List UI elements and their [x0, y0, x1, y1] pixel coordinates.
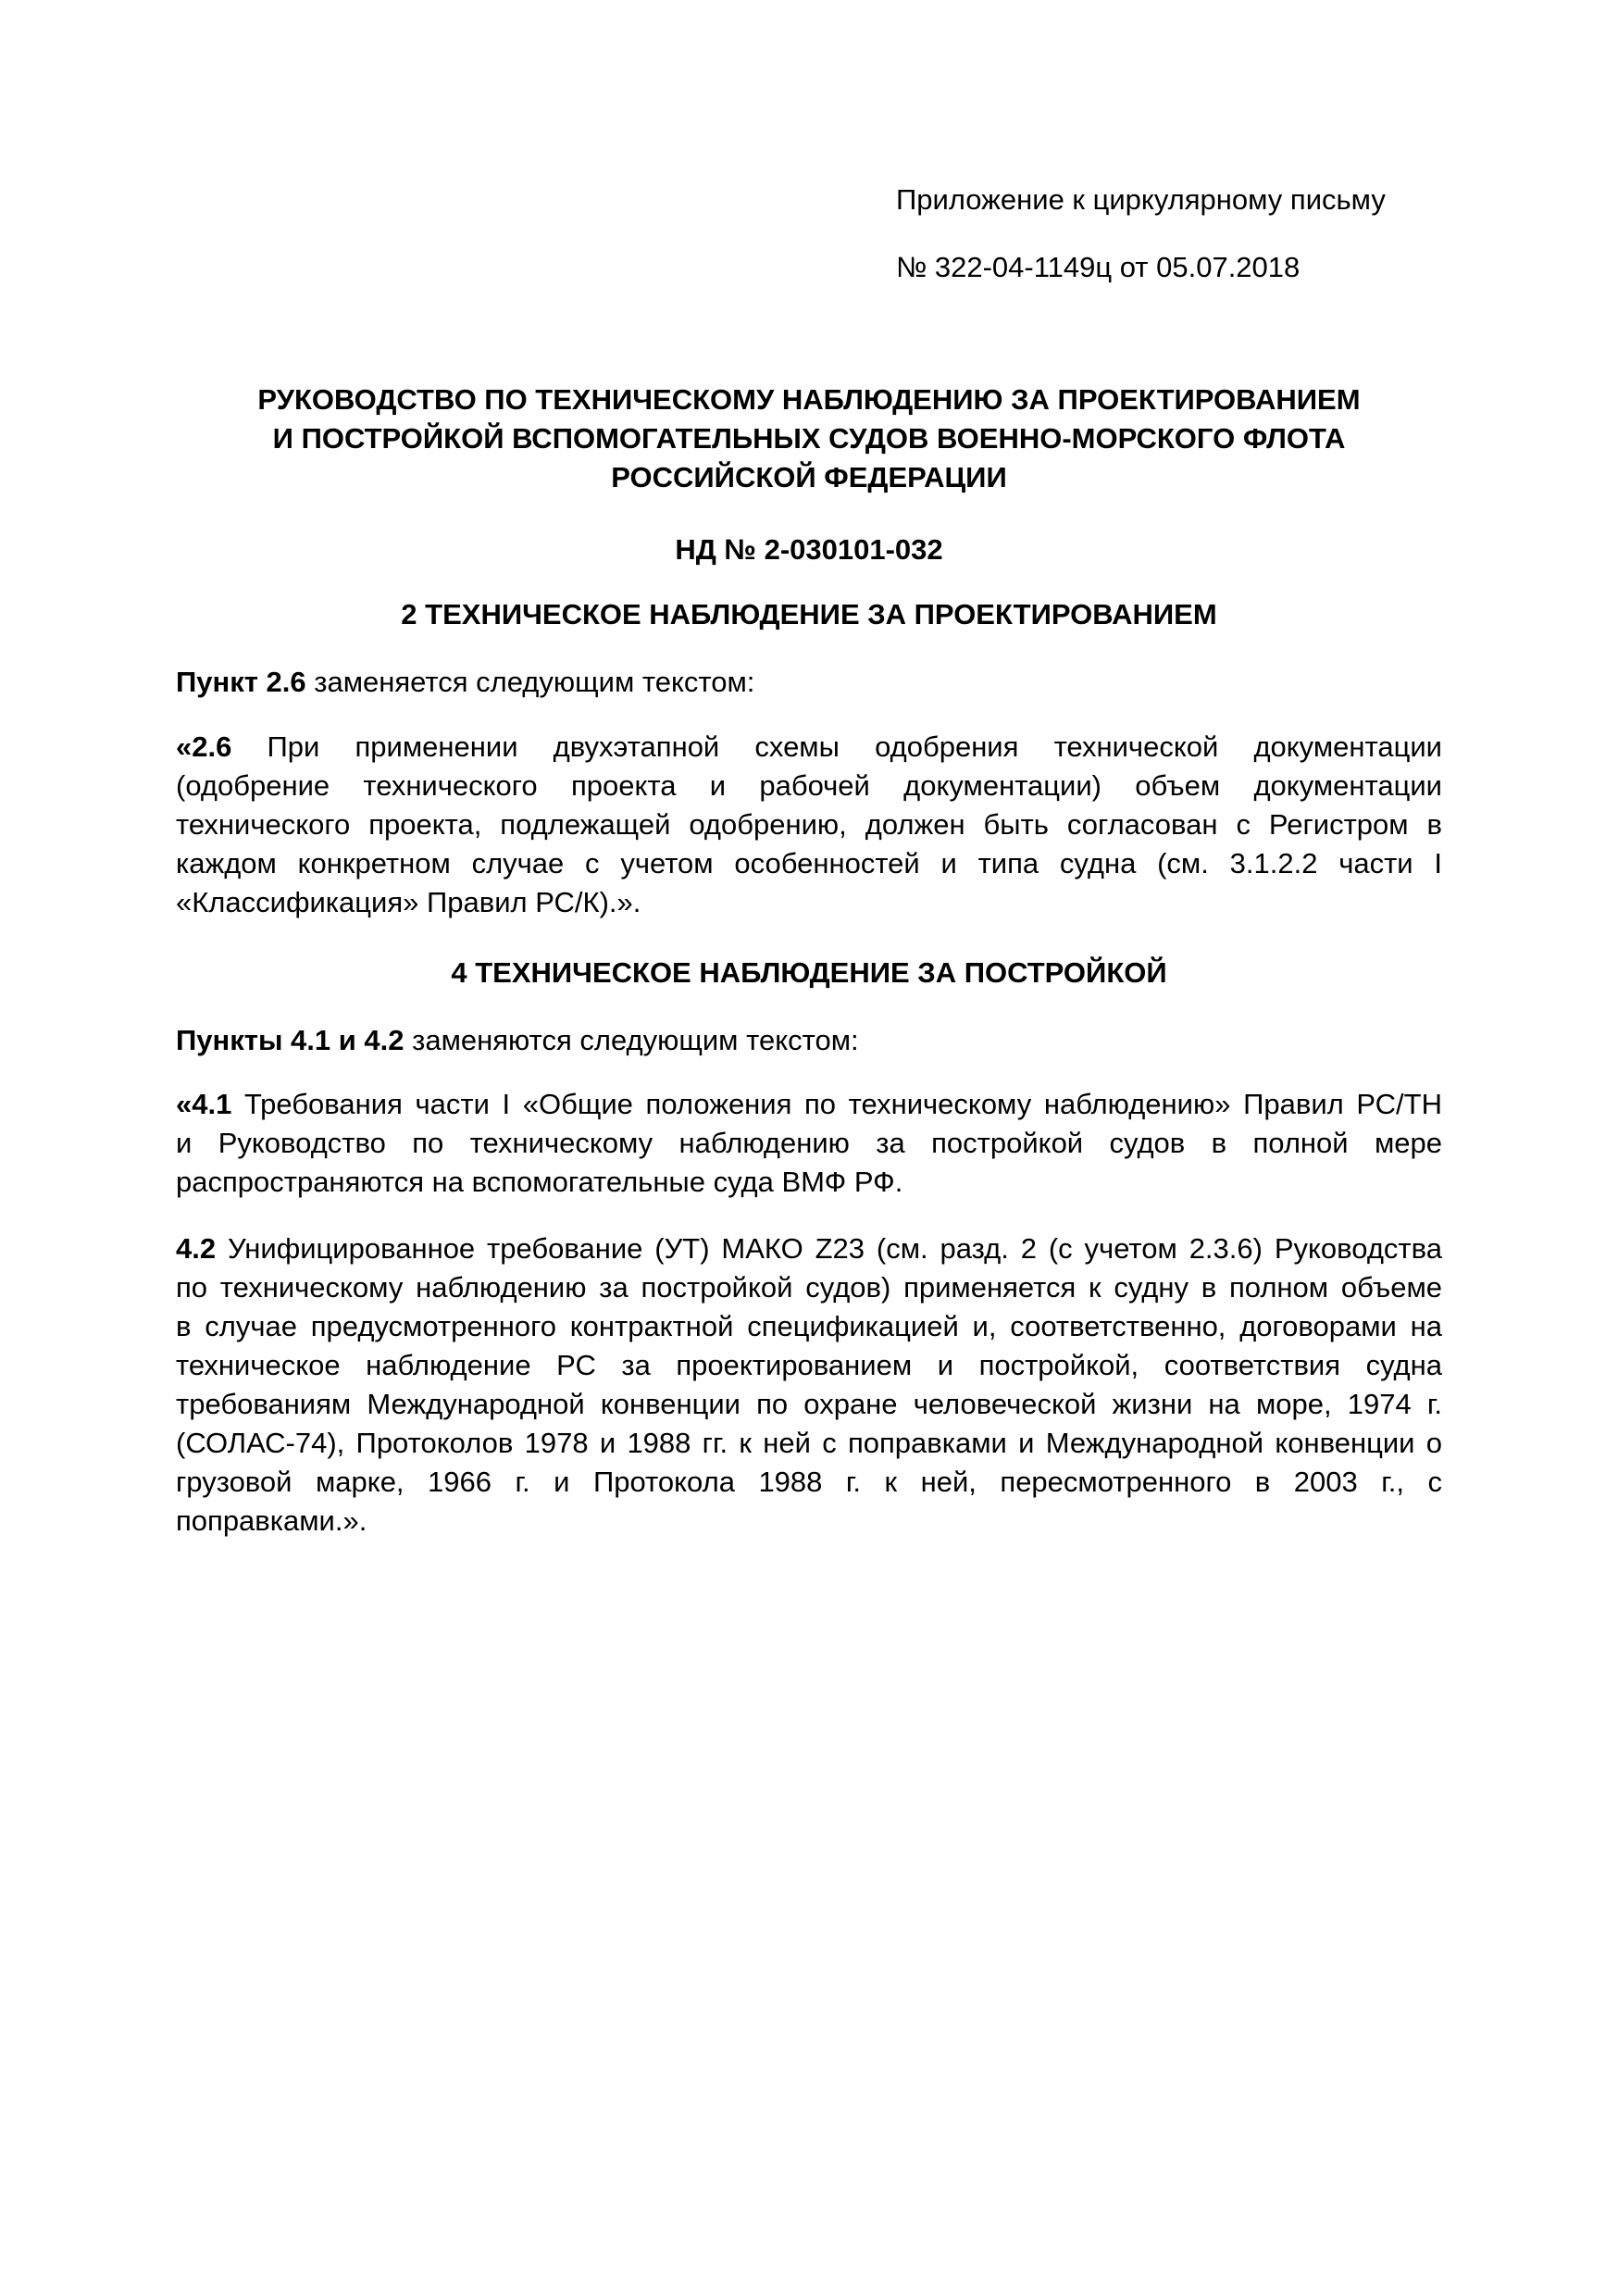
paragraph-line: (СОЛАС-74), Протоколов 1978 и 1988 гг. к ней с поправками и Международной конвенции о	[176, 1427, 1442, 1459]
paragraph-line: (одобрение технического проекта и рабочей документации) объем документации	[176, 769, 1442, 802]
paragraph-line: распространяются на вспомогательные суда ВМФ РФ.	[176, 1166, 903, 1198]
paragraph-line: в случае предусмотренного контрактной спецификацией и, соответственно, договорами на	[176, 1310, 1442, 1342]
paragraph-line: техническое наблюдение РС за проектированием и постройкой, соответствия судна	[176, 1349, 1442, 1381]
clause-4-2-paragraph	[176, 1229, 1442, 1541]
clause-number: 4.2	[176, 1232, 217, 1265]
circular-letter-number: № 322-04-1149ц от 05.07.2018	[896, 251, 1301, 283]
clause-reference: Пункты 4.1	[176, 1024, 331, 1056]
clause-2-6-paragraph	[176, 728, 1442, 922]
paragraph-line: требованиям Международной конвенции по охране человеческой жизни на море, 1974 г.	[176, 1388, 1442, 1420]
paragraph-line: поправками.».	[176, 1504, 367, 1537]
clause-4-1-paragraph	[176, 1085, 1442, 1202]
title-line: РУКОВОДСТВО ПО ТЕХНИЧЕСКОМУ НАБЛЮДЕНИЮ ЗА ПРОЕКТИРОВАНИЕМ	[257, 383, 1361, 416]
section-4-intro-paragraph	[176, 1021, 1442, 1060]
document-title	[176, 381, 1442, 497]
paragraph-line: грузовой марке, 1966 г. и Протокола 1988 г. к ней, пересмотренного в 2003 г., с	[176, 1466, 1442, 1498]
section-2-heading: 2 ТЕХНИЧЕСКОЕ НАБЛЮДЕНИЕ ЗА ПРОЕКТИРОВАНИЕМ	[401, 598, 1217, 630]
clause-number: «4.1	[176, 1088, 232, 1120]
clause-number: «2.6	[176, 730, 232, 763]
paragraph-line: «Классификация» Правил РС/К).».	[176, 886, 641, 918]
paragraph-line: При применении двухэтапной схемы одобрения технической документации	[231, 730, 1442, 763]
intro-text: заменяются следующим текстом:	[404, 1024, 859, 1056]
normative-document-number: НД № 2-030101-032	[675, 533, 943, 566]
paragraph-line: Унифицированное требование (УТ) МАКО Z23 (см. разд. 2 (с учетом 2.3.6) Руководства	[216, 1232, 1442, 1265]
paragraph-line: Требования части I «Общие положения по техническому наблюдению» Правил РС/ТН	[231, 1088, 1442, 1120]
paragraph-line: технического проекта, подлежащей одобрению, должен быть согласован с Регистром в	[176, 808, 1442, 841]
section-4-heading: 4 ТЕХНИЧЕСКОЕ НАБЛЮДЕНИЕ ЗА ПОСТРОЙКОЙ	[451, 956, 1167, 989]
intro-text: заменяется следующим текстом:	[305, 666, 755, 698]
clause-reference: 4.2	[364, 1024, 404, 1056]
clause-reference: Пункт 2.6	[176, 666, 306, 698]
paragraph-line: по техническому наблюдению за постройкой судов) применяется к судну в полном объеме	[176, 1271, 1442, 1304]
paragraph-line: и Руководство по техническому наблюдению за постройкой судов в полной мере	[176, 1127, 1442, 1159]
appendix-caption: Приложение к циркулярному письму	[896, 183, 1386, 216]
conjunction: и	[330, 1024, 365, 1056]
section-2-intro-paragraph	[176, 663, 1442, 702]
paragraph-line: каждом конкретном случае с учетом особенностей и типа судна (см. 3.1.2.2 части I	[176, 847, 1442, 880]
title-line: РОССИЙСКОЙ ФЕДЕРАЦИИ	[611, 461, 1007, 493]
title-line: И ПОСТРОЙКОЙ ВСПОМОГАТЕЛЬНЫХ СУДОВ ВОЕННО-МОРСКОГО ФЛОТА	[272, 422, 1346, 455]
